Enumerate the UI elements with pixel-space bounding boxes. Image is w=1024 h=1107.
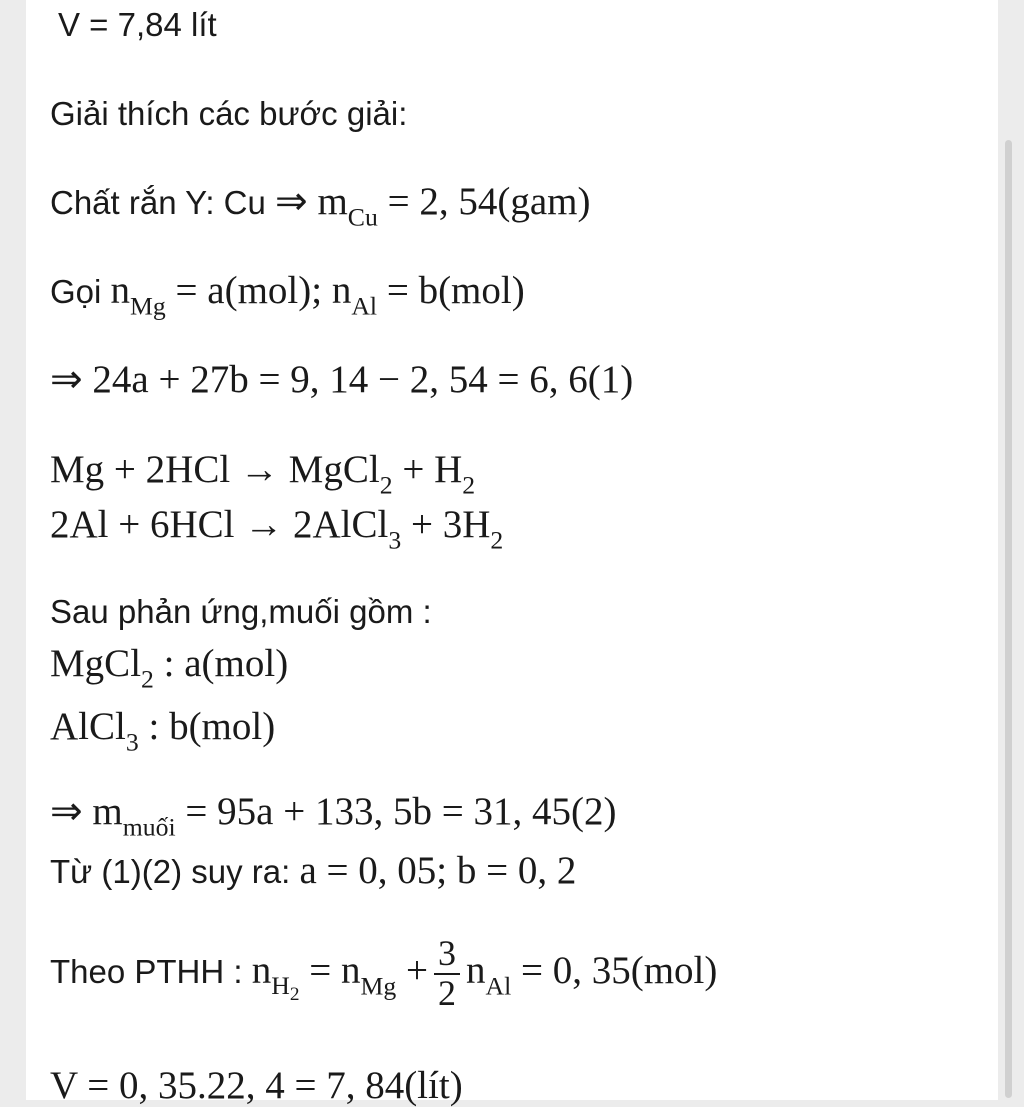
salt-mgcl2: MgCl$_2$ : a(mol) xyxy=(50,642,289,694)
salt-alcl3: AlCl$_3$ : b(mol) xyxy=(50,705,276,757)
reaction-mg: Mg + 2HCl → MgCl$_2$ + $H_2$ xyxy=(50,448,476,500)
theo-line xyxy=(50,935,717,1013)
scrollbar[interactable] xyxy=(1005,140,1012,1098)
theo-expr: $n_{H_2} = n_{Mg}$ + $\frac{3}{2}$ $n_{Al} = 0$, 35(mol) xyxy=(251,933,718,1013)
after-reaction-text: Sau phản ứng,muối gồm : xyxy=(50,593,432,630)
solve-line xyxy=(50,851,576,890)
reaction-al: 2Al + 6HCl → 2AlCl$_3$ + $3H_2$ xyxy=(50,503,504,555)
call-label: Gọi xyxy=(50,273,111,310)
equation-1: ⇒ 24a + 27b = 9, 14 − 2, 54 = 6, 6(1) xyxy=(50,358,634,401)
solve-expr: a = 0, 05; b = 0, 2 xyxy=(299,849,577,892)
solve-label: Từ (1)(2) suy ra: xyxy=(50,853,300,890)
call-line xyxy=(50,269,525,321)
answer-line: V = 7,84 lít xyxy=(58,6,217,43)
salt-mass-equation: ⇒ $m_{muối} = 95a + 133$, 5b = 31, 45(2) xyxy=(50,790,617,842)
explanation-heading: Giải thích các bước giải: xyxy=(50,95,408,132)
fraction-3-2: $\frac{3}{2}$ xyxy=(434,935,460,1013)
volume-line: V = 0, 35.22, 4 = 7, 84(lít) xyxy=(50,1064,463,1107)
theo-label: Theo PTHH : xyxy=(50,952,252,990)
solid-y-label: Chất rắn Y: Cu xyxy=(50,184,276,221)
solid-y-expr: ⇒ $m_{Cu} = 2$, 54(gam) xyxy=(275,180,591,232)
solid-y-line xyxy=(50,180,591,232)
call-expr: $n_{Mg} = a(mol)$; $n_{Al} = b(mol)$ xyxy=(110,269,525,321)
